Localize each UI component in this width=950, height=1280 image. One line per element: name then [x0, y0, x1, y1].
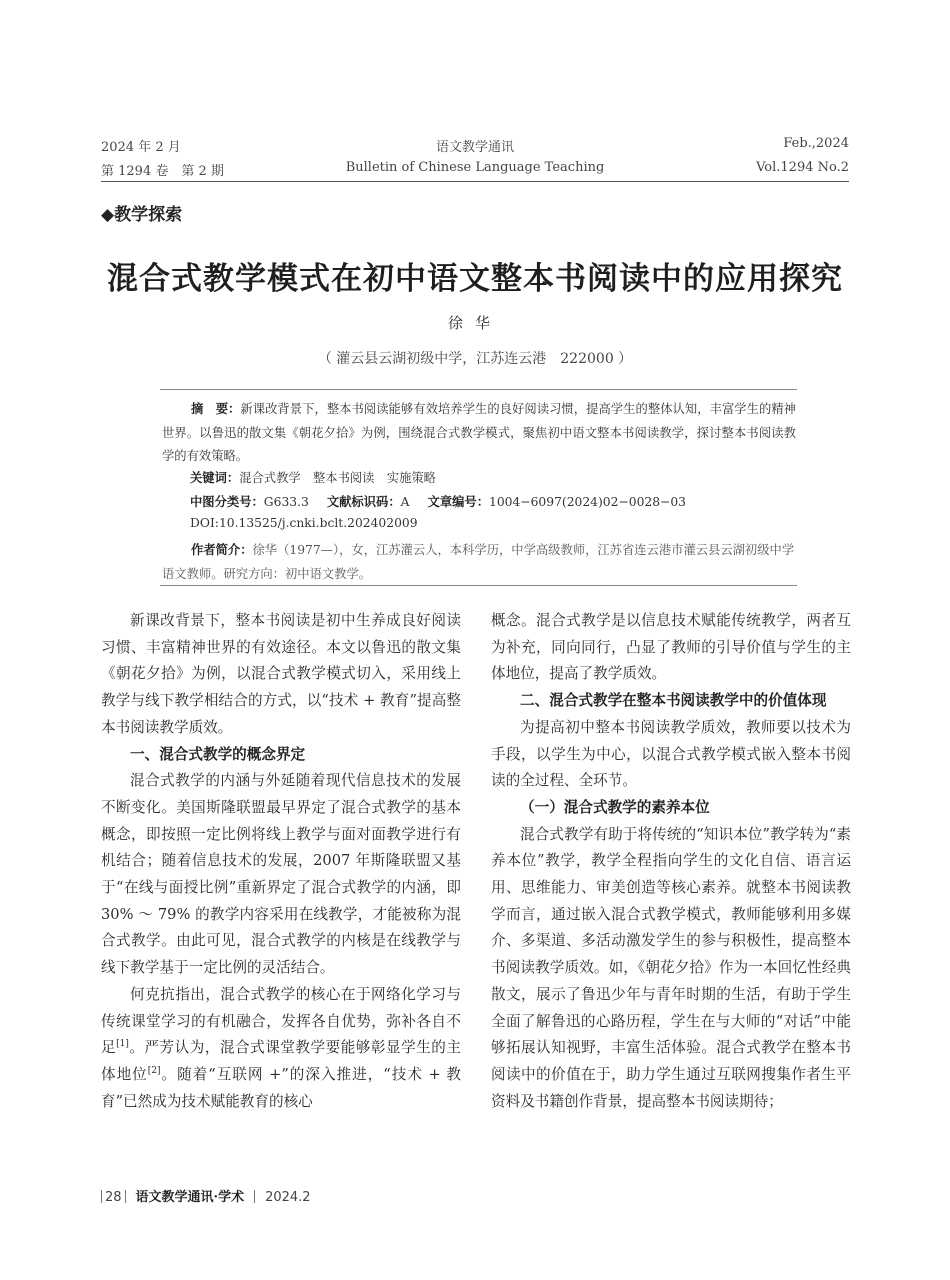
keywords-line [190, 468, 436, 486]
bio-label: 作者简介： [191, 543, 253, 557]
page-number: 28 [105, 1190, 122, 1205]
abstract-text: 新课改背景下，整本书阅读能够有效培养学生的良好阅读习惯，提高学生的整体认知，丰富学生的精神世界。以鲁迅的散文集《朝花夕拾》为例，围绕混合式教学模式，聚焦初中语文整本书阅读教学，探讨整本书阅读教学的有效策略。 [162, 402, 796, 463]
citation-1: [1] [116, 1039, 129, 1050]
header-date-cn: 2024 年 2 月 [101, 140, 181, 155]
paragraph-continued: 概念。混合式教学是以信息技术赋能传统教学，两者互为补充，同向同行，凸显了教师的引导价值与学生的主体地位，提高了教学质效。 [491, 612, 851, 683]
paragraph-core-part-2: 。严芳认为，混合式课堂教学要能够彰显学生的主体地位 [101, 1039, 461, 1083]
paragraph-value-intro: 为提高初中整本书阅读教学质效，教师要以技术为手段，以学生为中心，以混合式教学模式嵌入整本书阅读的全过程、全环节。 [491, 718, 851, 790]
header-journal-en: Bulletin of Chinese Language Teaching [345, 160, 605, 175]
heading-concept: 一、混合式教学的概念界定 [130, 745, 306, 763]
paragraph-core-part-3: 。随着“互联网 +”的深入推进，“技术 + 教育”已然成为技术赋能教育的核心 [101, 1065, 461, 1110]
footer [101, 1186, 311, 1205]
bio-text: 徐华（1977—），女，江苏灌云人，本科学历，中学高级教师，江苏省连云港市灌云县云湖初级中学语文教师。研究方向：初中语文教学。 [162, 543, 795, 581]
doi: DOI:10.13525/j.cnki.bclt.202402009 [190, 516, 418, 530]
heading-literacy: （一）混合式教学的素养本位 [520, 798, 710, 816]
clc-value: G633.3 [263, 495, 309, 509]
header-rule [101, 181, 849, 182]
abstract-block [162, 398, 796, 469]
article-no-label: 文章编号： [427, 495, 490, 509]
header-volume-en: Vol.1294 No.2 [756, 160, 849, 175]
paragraph-core-part-1: 何克抗指出，混合式教学的核心在于网络化学习与传统课堂学习的有机融合，发挥各自优势，弥补各自不足 [101, 985, 461, 1057]
clc-label: 中图分类号： [190, 495, 264, 509]
paragraph-literacy: 混合式教学有助于将传统的“知识本位”教学转为“素养本位”教学，教学全程指向学生的文化自信、语言运用、思维能力、审美创造等核心素养。就整本书阅读教学而言，通过嵌入混合式教学模式，教师能够利用多媒介、多渠道、多活动激发学生的参与积极性，提高整本书阅读教学质效。如，《朝花夕拾》作为一本回忆性经典散文，展示了鲁迅少年与青年时期的生活，有助于学生全面了解鲁迅的心路历程，学生在与大师的“对话”中能够拓展认知视野，丰富生活体验。混合式教学在整本书阅读中的价值在于，助力学生通过互联网搜集作者生平资料及书籍创作背景，提高整本书阅读期待； [491, 825, 851, 1110]
author-bio-block [162, 539, 796, 586]
paragraph-intro: 新课改背景下，整本书阅读是初中生养成良好阅读习惯、丰富精神世界的有效途径。本文以鲁迅的散文集《朝花夕拾》为例，以混合式教学模式切入，采用线上教学与线下教学相结合的方式，以“技术 + 教育”提高整本书阅读教学质效。 [101, 612, 461, 736]
heading-value: 二、混合式教学在整本书阅读教学中的价值体现 [520, 692, 827, 710]
header-date-en: Feb.,2024 [783, 136, 849, 151]
abstract-rule-top [160, 389, 797, 390]
doc-code-label: 文献标识码： [326, 495, 401, 509]
author-name: 徐华 [447, 314, 502, 332]
section-tag: ◆教学探索 [101, 205, 183, 225]
body-column-left [101, 608, 461, 1115]
paragraph-core [101, 982, 461, 1116]
article-no-value: 1004−6097(2024)02−0028−03 [489, 495, 686, 509]
abstract-label: 摘 要： [191, 402, 241, 416]
header-volume-cn: 第 1294 卷 第 2 期 [101, 164, 224, 179]
doc-code-value: A [400, 495, 410, 509]
keywords: 混合式教学 整本书阅读 实施策略 [239, 471, 436, 485]
header-journal-cn: 语文教学通讯 [435, 140, 514, 155]
author-affiliation: （ 灌云县云湖初级中学，江苏连云港 222000 ） [317, 351, 633, 367]
article-title: 混合式教学模式在初中语文整本书阅读中的应用探究 [107, 261, 843, 297]
footer-issue: 2024.2 [265, 1190, 311, 1205]
paragraph-concept: 混合式教学的内涵与外延随着现代信息技术的发展不断变化。美国斯隆联盟最早界定了混合式教学的基本概念，即按照一定比例将线上教学与面对面教学进行有机结合；随着信息技术的发展，2007 年斯隆联盟又基于“在线与面授比例”重新界定了混合式教学的内涵，即 30% ～ 79% 的教学内容采用在线教学，才能被称为混合式教学。由此可见，混合式教学的内核是在线教学与线下教学基于一定比例的灵活结合。 [101, 772, 461, 977]
body-column-right [491, 608, 851, 1115]
abstract-rule-bottom [160, 585, 797, 586]
footer-journal: 语文教学通讯·学术 [135, 1190, 245, 1205]
classification-line [190, 492, 686, 510]
keywords-label: 关键词： [190, 471, 240, 485]
citation-2: [2] [147, 1066, 161, 1077]
